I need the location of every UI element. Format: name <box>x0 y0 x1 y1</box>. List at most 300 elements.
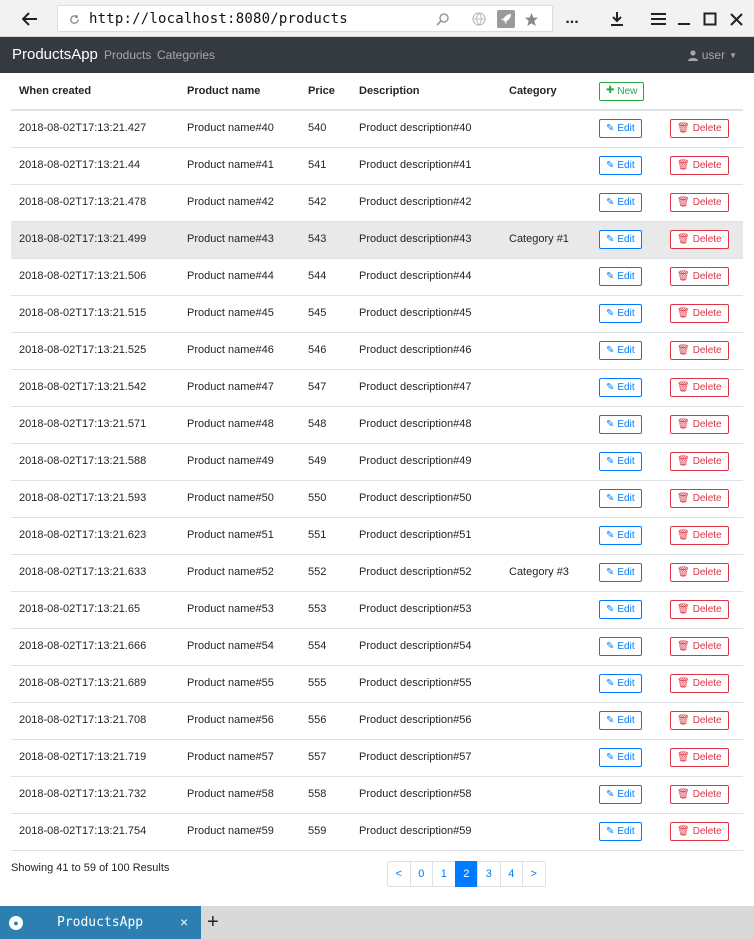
table-row[interactable] <box>11 406 743 443</box>
edit-button-label: Edit <box>617 493 635 504</box>
edit-icon: ✎ <box>606 788 615 800</box>
cell-category <box>501 591 591 628</box>
delete-button-label: Delete <box>692 715 722 726</box>
cell-product-name: Product name#50 <box>179 480 300 517</box>
cell-product-name: Product name#59 <box>179 813 300 850</box>
user-name: user <box>701 48 726 62</box>
cell-category <box>501 147 591 184</box>
table-row[interactable] <box>11 591 743 628</box>
delete-button[interactable] <box>670 600 729 619</box>
cell-category <box>501 480 591 517</box>
cell-product-name: Product name#53 <box>179 591 300 628</box>
edit-button[interactable] <box>599 600 642 619</box>
back-arrow-icon[interactable] <box>19 8 41 30</box>
products-table <box>11 73 743 851</box>
trash-icon: 🗑 <box>677 640 690 652</box>
edit-icon: ✎ <box>606 381 615 393</box>
cell-category <box>501 739 591 776</box>
cell-edit <box>591 110 662 147</box>
cell-created: 2018-08-02T17:13:21.499 <box>11 221 179 258</box>
cell-description: Product description#40 <box>351 110 501 147</box>
user-menu[interactable] <box>688 48 737 62</box>
cell-delete <box>662 517 743 554</box>
edit-button[interactable] <box>599 119 642 138</box>
delete-button[interactable] <box>670 637 729 656</box>
delete-button[interactable] <box>670 267 729 286</box>
browser-tab-bar <box>0 906 754 939</box>
cell-category <box>501 628 591 665</box>
edit-icon: ✎ <box>606 603 615 615</box>
cell-category <box>501 258 591 295</box>
cell-edit <box>591 739 662 776</box>
delete-button-label: Delete <box>692 752 722 763</box>
cell-description: Product description#48 <box>351 406 501 443</box>
cell-product-name: Product name#54 <box>179 628 300 665</box>
delete-button-label: Delete <box>692 308 722 319</box>
cell-category <box>501 184 591 221</box>
delete-button[interactable] <box>670 748 729 767</box>
cell-delete <box>662 813 743 850</box>
cell-delete <box>662 665 743 702</box>
download-icon[interactable] <box>606 8 628 30</box>
delete-button[interactable] <box>670 822 729 841</box>
delete-button-label: Delete <box>692 419 722 430</box>
cell-delete <box>662 776 743 813</box>
header-product-name[interactable]: Product name <box>179 73 300 110</box>
cell-edit <box>591 295 662 332</box>
products-table-container <box>11 73 743 851</box>
maximize-icon[interactable] <box>699 8 721 30</box>
favicon-icon: ● <box>9 916 23 930</box>
table-row[interactable] <box>11 147 743 184</box>
table-row[interactable] <box>11 517 743 554</box>
table-row[interactable] <box>11 665 743 702</box>
trash-icon: 🗑 <box>677 714 690 726</box>
edit-button-label: Edit <box>617 752 635 763</box>
cell-delete <box>662 591 743 628</box>
delete-button[interactable] <box>670 415 729 434</box>
header-new-cell <box>591 73 662 110</box>
cell-created: 2018-08-02T17:13:21.633 <box>11 554 179 591</box>
page-link-0[interactable]: 0 <box>410 861 434 887</box>
pagination <box>387 861 546 887</box>
table-row[interactable] <box>11 776 743 813</box>
cell-description: Product description#42 <box>351 184 501 221</box>
cell-price: 553 <box>300 591 351 628</box>
edit-button[interactable] <box>599 489 642 508</box>
cell-product-name: Product name#41 <box>179 147 300 184</box>
delete-button-label: Delete <box>692 456 722 467</box>
delete-button[interactable] <box>670 119 729 138</box>
cell-description: Product description#45 <box>351 295 501 332</box>
edit-icon: ✎ <box>606 640 615 652</box>
edit-icon: ✎ <box>606 714 615 726</box>
cell-created: 2018-08-02T17:13:21.754 <box>11 813 179 850</box>
cell-product-name: Product name#46 <box>179 332 300 369</box>
close-window-icon[interactable] <box>725 8 747 30</box>
cell-description: Product description#55 <box>351 665 501 702</box>
edit-button[interactable] <box>599 267 642 286</box>
trash-icon: 🗑 <box>677 196 690 208</box>
edit-icon: ✎ <box>606 307 615 319</box>
cell-delete <box>662 184 743 221</box>
cell-edit <box>591 184 662 221</box>
address-bar[interactable] <box>57 5 553 32</box>
delete-button-label: Delete <box>692 493 722 504</box>
globe-icon[interactable] <box>471 11 487 27</box>
edit-button-label: Edit <box>617 789 635 800</box>
table-row[interactable] <box>11 443 743 480</box>
header-category[interactable]: Category <box>501 73 591 110</box>
cell-product-name: Product name#56 <box>179 702 300 739</box>
delete-button[interactable] <box>670 563 729 582</box>
caret-down-icon: ▼ <box>729 50 737 60</box>
star-icon[interactable] <box>523 11 539 27</box>
cell-description: Product description#46 <box>351 332 501 369</box>
trash-icon: 🗑 <box>677 529 690 541</box>
cell-price: 555 <box>300 665 351 702</box>
cell-price: 549 <box>300 443 351 480</box>
cell-delete <box>662 332 743 369</box>
cell-product-name: Product name#55 <box>179 665 300 702</box>
cell-product-name: Product name#40 <box>179 110 300 147</box>
cell-edit <box>591 813 662 850</box>
cell-description: Product description#41 <box>351 147 501 184</box>
cell-product-name: Product name#58 <box>179 776 300 813</box>
edit-icon: ✎ <box>606 566 615 578</box>
edit-button[interactable] <box>599 341 642 360</box>
edit-button[interactable] <box>599 378 642 397</box>
trash-icon: 🗑 <box>677 492 690 504</box>
edit-button-label: Edit <box>617 530 635 541</box>
delete-button[interactable] <box>670 785 729 804</box>
cell-price: 543 <box>300 221 351 258</box>
trash-icon: 🗑 <box>677 825 690 837</box>
delete-button-label: Delete <box>692 789 722 800</box>
page-link-2[interactable]: 2 <box>455 861 479 887</box>
nav-link-categories[interactable]: Categories <box>157 48 216 62</box>
edit-button-label: Edit <box>617 826 635 837</box>
table-body <box>11 110 743 850</box>
results-summary: Showing 41 to 59 of 100 Results <box>11 862 170 874</box>
cell-price: 546 <box>300 332 351 369</box>
table-row[interactable] <box>11 739 743 776</box>
cell-created: 2018-08-02T17:13:21.478 <box>11 184 179 221</box>
edit-icon: ✎ <box>606 677 615 689</box>
trash-icon: 🗑 <box>677 270 690 282</box>
table-row[interactable] <box>11 369 743 406</box>
delete-button-label: Delete <box>692 641 722 652</box>
cell-delete <box>662 739 743 776</box>
brand-link[interactable]: ProductsApp <box>12 46 98 63</box>
table-row[interactable] <box>11 332 743 369</box>
trash-icon: 🗑 <box>677 751 690 763</box>
cell-product-name: Product name#57 <box>179 739 300 776</box>
cell-delete <box>662 406 743 443</box>
edit-button-label: Edit <box>617 197 635 208</box>
delete-button[interactable] <box>670 452 729 471</box>
delete-button[interactable] <box>670 193 729 212</box>
trash-icon: 🗑 <box>677 418 690 430</box>
edit-button-label: Edit <box>617 419 635 430</box>
cell-edit <box>591 369 662 406</box>
table-row[interactable] <box>11 184 743 221</box>
cell-created: 2018-08-02T17:13:21.666 <box>11 628 179 665</box>
hamburger-menu-icon[interactable] <box>647 8 669 30</box>
cell-created: 2018-08-02T17:13:21.588 <box>11 443 179 480</box>
delete-button-label: Delete <box>692 123 722 135</box>
header-empty <box>662 73 743 110</box>
delete-button-label: Delete <box>692 345 722 356</box>
page-prev-link[interactable]: < <box>387 861 411 887</box>
cell-description: Product description#52 <box>351 554 501 591</box>
delete-button-label: Delete <box>692 567 722 578</box>
edit-icon: ✎ <box>606 344 615 356</box>
edit-button[interactable] <box>599 748 642 767</box>
cell-product-name: Product name#49 <box>179 443 300 480</box>
edit-button-label: Edit <box>617 715 635 726</box>
trash-icon: 🗑 <box>677 566 690 578</box>
cell-price: 551 <box>300 517 351 554</box>
edit-button[interactable] <box>599 452 642 471</box>
cell-created: 2018-08-02T17:13:21.571 <box>11 406 179 443</box>
cell-price: 547 <box>300 369 351 406</box>
edit-button-label: Edit <box>617 345 635 356</box>
edit-button[interactable] <box>599 822 642 841</box>
cell-delete <box>662 554 743 591</box>
edit-button[interactable] <box>599 415 642 434</box>
trash-icon: 🗑 <box>677 307 690 319</box>
cell-edit <box>591 591 662 628</box>
cell-created: 2018-08-02T17:13:21.506 <box>11 258 179 295</box>
edit-button[interactable] <box>599 230 642 249</box>
cell-created: 2018-08-02T17:13:21.689 <box>11 665 179 702</box>
edit-button-label: Edit <box>617 271 635 282</box>
cell-created: 2018-08-02T17:13:21.44 <box>11 147 179 184</box>
active-tab[interactable] <box>0 906 201 939</box>
search-icon[interactable] <box>435 11 451 27</box>
edit-button-label: Edit <box>617 641 635 652</box>
cell-edit <box>591 332 662 369</box>
edit-button[interactable] <box>599 304 642 323</box>
delete-button[interactable] <box>670 156 729 175</box>
table-row[interactable] <box>11 702 743 739</box>
cell-product-name: Product name#52 <box>179 554 300 591</box>
table-row[interactable] <box>11 813 743 850</box>
overflow-menu-button[interactable]: ... <box>565 10 579 27</box>
nav-link-products[interactable]: Products <box>104 48 152 62</box>
cell-category <box>501 702 591 739</box>
table-row[interactable] <box>11 554 743 591</box>
cell-product-name: Product name#48 <box>179 406 300 443</box>
rocket-icon[interactable] <box>497 10 515 28</box>
user-icon <box>688 50 698 61</box>
trash-icon: 🗑 <box>677 788 690 800</box>
edit-button[interactable] <box>599 711 642 730</box>
new-button-label: New <box>617 85 638 97</box>
table-row[interactable] <box>11 258 743 295</box>
cell-edit <box>591 406 662 443</box>
trash-icon: 🗑 <box>677 122 690 134</box>
cell-category <box>501 776 591 813</box>
edit-button-label: Edit <box>617 382 635 393</box>
edit-icon: ✎ <box>606 159 615 171</box>
edit-button-label: Edit <box>617 160 635 171</box>
edit-icon: ✎ <box>606 233 615 245</box>
cell-price: 559 <box>300 813 351 850</box>
tab-title: ProductsApp <box>57 915 144 930</box>
cell-category <box>501 406 591 443</box>
trash-icon: 🗑 <box>677 344 690 356</box>
cell-created: 2018-08-02T17:13:21.732 <box>11 776 179 813</box>
cell-category <box>501 332 591 369</box>
cell-category <box>501 665 591 702</box>
page-next-link[interactable]: > <box>522 861 546 887</box>
cell-description: Product description#54 <box>351 628 501 665</box>
header-when-created[interactable]: When created <box>11 73 179 110</box>
header-price[interactable]: Price <box>300 73 351 110</box>
cell-category <box>501 295 591 332</box>
cell-description: Product description#49 <box>351 443 501 480</box>
cell-description: Product description#44 <box>351 258 501 295</box>
delete-button-label: Delete <box>692 382 722 393</box>
cell-category: Category #1 <box>501 221 591 258</box>
cell-delete <box>662 443 743 480</box>
edit-icon: ✎ <box>606 455 615 467</box>
edit-button-label: Edit <box>617 604 635 615</box>
cell-delete <box>662 480 743 517</box>
cell-product-name: Product name#42 <box>179 184 300 221</box>
cell-edit <box>591 702 662 739</box>
minimize-icon[interactable] <box>673 8 695 30</box>
delete-button[interactable] <box>670 304 729 323</box>
cell-created: 2018-08-02T17:13:21.515 <box>11 295 179 332</box>
edit-button-label: Edit <box>617 567 635 578</box>
cell-delete <box>662 369 743 406</box>
delete-button-label: Delete <box>692 234 722 245</box>
cell-created: 2018-08-02T17:13:21.427 <box>11 110 179 147</box>
trash-icon: 🗑 <box>677 455 690 467</box>
delete-button-label: Delete <box>692 160 722 171</box>
cell-created: 2018-08-02T17:13:21.542 <box>11 369 179 406</box>
edit-button[interactable] <box>599 674 642 693</box>
delete-button[interactable] <box>670 489 729 508</box>
table-row[interactable] <box>11 480 743 517</box>
app-navbar <box>0 37 754 73</box>
table-header-row <box>11 73 743 110</box>
cell-edit <box>591 554 662 591</box>
edit-button[interactable] <box>599 785 642 804</box>
cell-category <box>501 813 591 850</box>
edit-button[interactable] <box>599 193 642 212</box>
new-product-button[interactable] <box>599 82 644 101</box>
delete-button[interactable] <box>670 230 729 249</box>
cell-category: Category #3 <box>501 554 591 591</box>
tab-close-icon[interactable]: × <box>180 914 189 930</box>
cell-price: 548 <box>300 406 351 443</box>
table-row[interactable] <box>11 628 743 665</box>
delete-button[interactable] <box>670 378 729 397</box>
browser-toolbar <box>0 0 754 37</box>
cell-category <box>501 517 591 554</box>
edit-button[interactable] <box>599 563 642 582</box>
cell-edit <box>591 480 662 517</box>
edit-icon: ✎ <box>606 529 615 541</box>
page-link-3[interactable]: 3 <box>477 861 501 887</box>
trash-icon: 🗑 <box>677 159 690 171</box>
trash-icon: 🗑 <box>677 677 690 689</box>
cell-price: 556 <box>300 702 351 739</box>
edit-button-label: Edit <box>617 456 635 467</box>
edit-button[interactable] <box>599 156 642 175</box>
delete-button-label: Delete <box>692 197 722 208</box>
cell-price: 542 <box>300 184 351 221</box>
delete-button-label: Delete <box>692 826 722 837</box>
cell-edit <box>591 443 662 480</box>
table-row[interactable] <box>11 221 743 258</box>
cell-description: Product description#56 <box>351 702 501 739</box>
edit-icon: ✎ <box>606 751 615 763</box>
cell-price: 557 <box>300 739 351 776</box>
delete-button[interactable] <box>670 526 729 545</box>
cell-product-name: Product name#51 <box>179 517 300 554</box>
cell-edit <box>591 665 662 702</box>
cell-delete <box>662 221 743 258</box>
table-row[interactable] <box>11 295 743 332</box>
plus-icon: ✚ <box>606 85 615 96</box>
cell-description: Product description#59 <box>351 813 501 850</box>
delete-button-label: Delete <box>692 604 722 615</box>
delete-button-label: Delete <box>692 530 722 541</box>
cell-edit <box>591 258 662 295</box>
cell-price: 544 <box>300 258 351 295</box>
edit-icon: ✎ <box>606 492 615 504</box>
cell-description: Product description#43 <box>351 221 501 258</box>
trash-icon: 🗑 <box>677 381 690 393</box>
cell-price: 558 <box>300 776 351 813</box>
cell-delete <box>662 628 743 665</box>
delete-button-label: Delete <box>692 271 722 282</box>
url-text: http://localhost:8080/products <box>89 11 348 27</box>
cell-description: Product description#53 <box>351 591 501 628</box>
cell-category <box>501 443 591 480</box>
cell-price: 541 <box>300 147 351 184</box>
delete-button[interactable] <box>670 674 729 693</box>
edit-icon: ✎ <box>606 270 615 282</box>
table-row[interactable] <box>11 110 743 147</box>
cell-product-name: Product name#44 <box>179 258 300 295</box>
cell-created: 2018-08-02T17:13:21.65 <box>11 591 179 628</box>
delete-button[interactable] <box>670 341 729 360</box>
cell-edit <box>591 221 662 258</box>
delete-button[interactable] <box>670 711 729 730</box>
cell-product-name: Product name#43 <box>179 221 300 258</box>
cell-delete <box>662 258 743 295</box>
edit-icon: ✎ <box>606 122 615 134</box>
cell-product-name: Product name#47 <box>179 369 300 406</box>
edit-button[interactable] <box>599 637 642 656</box>
page-link-1[interactable]: 1 <box>432 861 456 887</box>
cell-price: 554 <box>300 628 351 665</box>
header-description[interactable]: Description <box>351 73 501 110</box>
page-link-4[interactable]: 4 <box>500 861 524 887</box>
reload-icon[interactable] <box>66 11 82 27</box>
edit-icon: ✎ <box>606 825 615 837</box>
new-tab-button[interactable]: + <box>207 911 219 933</box>
cell-description: Product description#51 <box>351 517 501 554</box>
edit-button[interactable] <box>599 526 642 545</box>
trash-icon: 🗑 <box>677 233 690 245</box>
